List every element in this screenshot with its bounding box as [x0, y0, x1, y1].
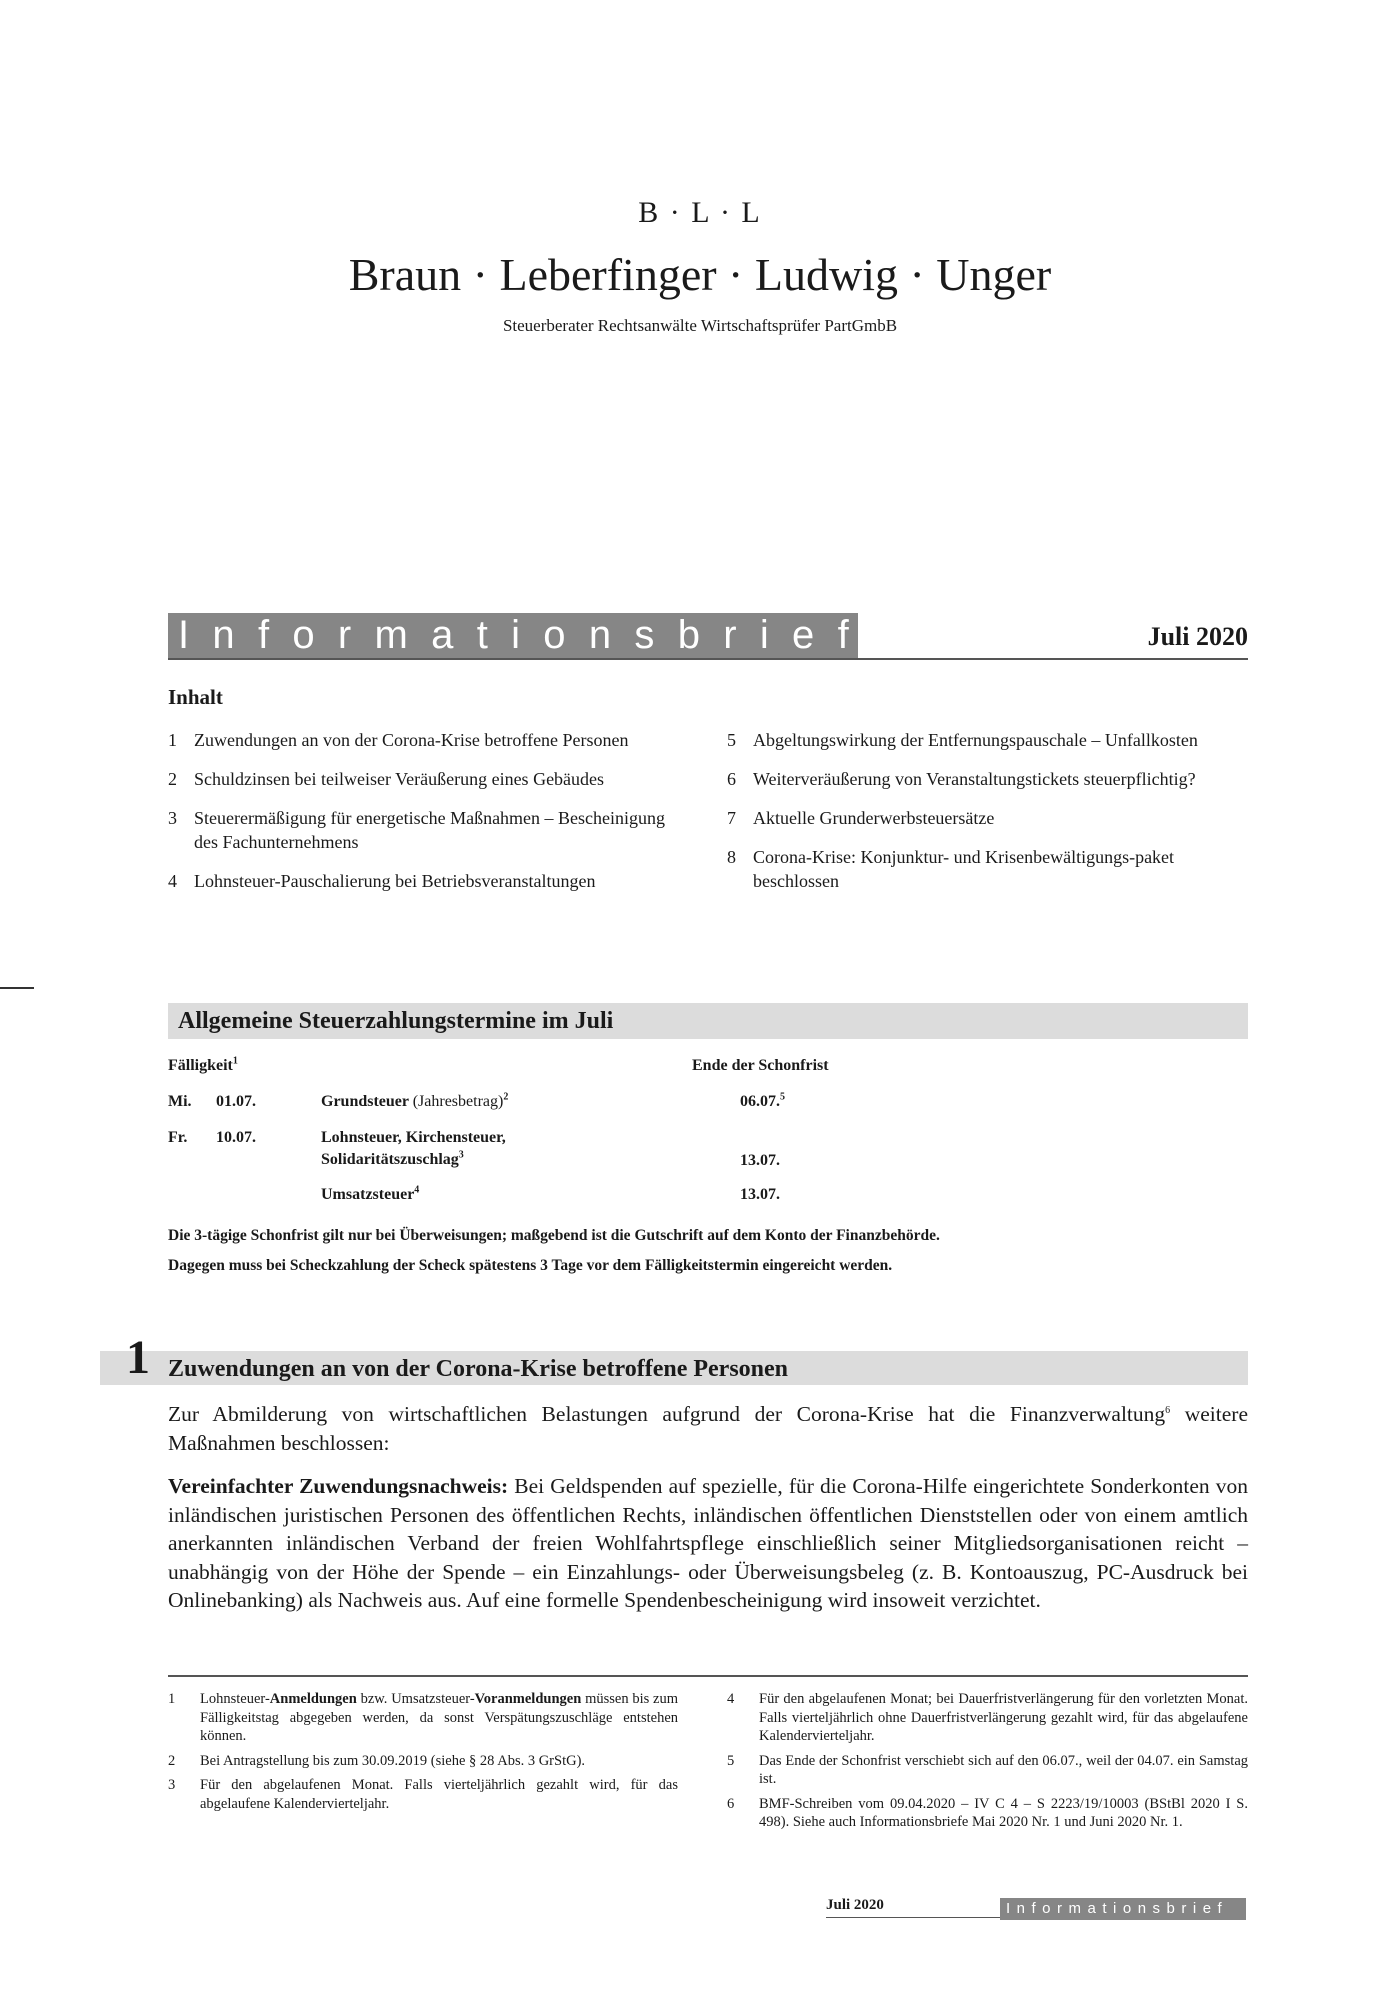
- toc-item: 7 Aktuelle Grunderwerbsteuersätze: [727, 808, 995, 828]
- footnote: 6 BMF-Schreiben vom 09.04.2020 – IV C 4 – S 2223/19/10003 (BStBl 2020 I S. 498). Siehe auch Informationsbriefe Mai 2020 Nr. 1 und Juni 2020 Nr. 1.: [727, 1795, 1248, 1830]
- row-grace: 13.07.: [740, 1186, 780, 1203]
- col-header-due: Fälligkeit$^1$: [168, 1055, 238, 1074]
- col-header-grace: Ende der Schonfrist: [692, 1057, 829, 1074]
- firm-subtitle: Steuerberater Rechtsanwälte Wirtschaftsprüfer PartGmbB: [502, 316, 898, 335]
- footnote: 4 Für den abgelaufenen Monat; bei Dauerfristverlängerung für den vorletzten Monat. Falls vierteljährlich ohne Dauerfristverlängerung gezahlt wird, für das abgelaufene Kalendervierteljahr.: [727, 1691, 1248, 1744]
- row-tax: Grundsteuer (Jahresbetrag)$^2$: [321, 1091, 509, 1110]
- brief-title-rule: [168, 658, 1248, 660]
- toc-item: 4 Lohnsteuer-Pauschalierung bei Betriebsveranstaltungen: [168, 871, 596, 891]
- row-date: 01.07.: [216, 1093, 256, 1110]
- cheque-note: Dagegen muss bei Scheckzahlung der Scheck spätestens 3 Tage vor dem Fälligkeitstermin eingereicht werden.: [168, 1257, 893, 1274]
- firm-initials: B · L · L: [638, 196, 762, 229]
- grace-note: Die 3-tägige Schonfrist gilt nur bei Überweisungen; maßgebend ist die Gutschrift auf dem Konto der Finanzbehörde.: [168, 1227, 940, 1244]
- footnotes-right: [727, 1690, 1248, 1838]
- toc-heading: Inhalt: [168, 685, 223, 709]
- row-day: Mi.: [168, 1093, 192, 1110]
- tax-dates-heading: Allgemeine Steuerzahlungstermine im Juli: [178, 1008, 614, 1034]
- row-tax: Umsatzsteuer$^4$: [321, 1184, 420, 1203]
- brief-title: Informationsbrief: [178, 613, 873, 657]
- section-intro-paragraph: Zur Abmilderung von wirtschaftlichen Belastungen aufgrund der Corona-Krise hat die Finanzverwaltung$^6$ weitere Maßnahmen beschlossen:: [168, 1402, 1248, 1455]
- row-date: 10.07.: [216, 1129, 256, 1146]
- row-tax-line2: Solidaritätszuschlag$^3$: [321, 1149, 464, 1168]
- section-body-paragraph: Vereinfachter Zuwendungsnachweis: Bei Geldspenden auf spezielle, für die Corona-Hilfe eingerichtete Sonderkonten von inländischen juristischen Personen des öffentlichen Rechts, inländischen öffentlichen Dienststellen oder von einem amtlich anerkannten inländischen Verband der freien Wohlfahrtspflege einschließlich seiner Mitgliedsorganisationen reicht – unabhängig von der Höhe der Spende – ein Einzahlungs- oder Überweisungsbeleg (z. B. Kontoauszug, PC-Ausdruck bei Onlinebanking) als Nachweis aus. Auf eine formelle Spendenbescheinigung wird insoweit verzichtet.: [168, 1474, 1248, 1612]
- row-tax-line1: Lohnsteuer, Kirchensteuer,: [321, 1129, 506, 1146]
- issue-date: Juli 2020: [1147, 622, 1248, 651]
- toc-item: 2 Schuldzinsen bei teilweiser Veräußerung eines Gebäudes: [168, 769, 605, 789]
- section-title: Zuwendungen an von der Corona-Krise betroffene Personen: [168, 1356, 789, 1382]
- toc-item: 1 Zuwendungen an von der Corona-Krise betroffene Personen: [168, 730, 629, 750]
- row-grace: 13.07.: [740, 1152, 780, 1169]
- footer-month: Juli 2020: [826, 1897, 884, 1913]
- toc-item: 3 Steuerermäßigung für energetische Maßnahmen – Bescheinigung des Fachunternehmens: [168, 808, 666, 852]
- firm-name: Braun · Leberfinger · Ludwig · Unger: [348, 249, 1052, 300]
- footnote: 2 Bei Antragstellung bis zum 30.09.2019 (siehe § 28 Abs. 3 GrStG).: [168, 1752, 586, 1769]
- toc-item: 8 Corona-Krise: Konjunktur- und Krisenbewältigungs-paket beschlossen: [727, 847, 1175, 891]
- footnote-rule: [168, 1675, 1248, 1677]
- footnote: 3 Für den abgelaufenen Monat. Falls vierteljährlich gezahlt wird, für das abgelaufene Kalendervierteljahr.: [168, 1777, 678, 1812]
- fold-mark: [0, 987, 34, 989]
- toc-column-left: [168, 728, 668, 908]
- footer-label: Informationsbrief: [1006, 1900, 1229, 1917]
- toc-column-right: [727, 728, 1237, 908]
- row-grace: 06.07.$^5$: [740, 1091, 785, 1110]
- paragraph-lead: Vereinfachter Zuwendungsnachweis:: [168, 1474, 509, 1498]
- toc-item: 6 Weiterveräußerung von Veranstaltungstickets steuerpflichtig?: [727, 769, 1196, 789]
- footnote: 1 Lohnsteuer-Anmeldungen bzw. Umsatzsteuer-Voranmeldungen müssen bis zum Fälligkeitstag abgegeben werden, da sonst Verspätungszuschläge entstehen können.: [168, 1691, 678, 1744]
- toc-item: 5 Abgeltungswirkung der Entfernungspauschale – Unfallkosten: [727, 730, 1198, 750]
- row-day: Fr.: [168, 1129, 188, 1146]
- section-number: 1: [126, 1331, 150, 1384]
- footnotes-left: [168, 1690, 678, 1819]
- footnote: 5 Das Ende der Schonfrist verschiebt sich auf den 06.07., weil der 04.07. ein Samstag ist.: [727, 1752, 1248, 1787]
